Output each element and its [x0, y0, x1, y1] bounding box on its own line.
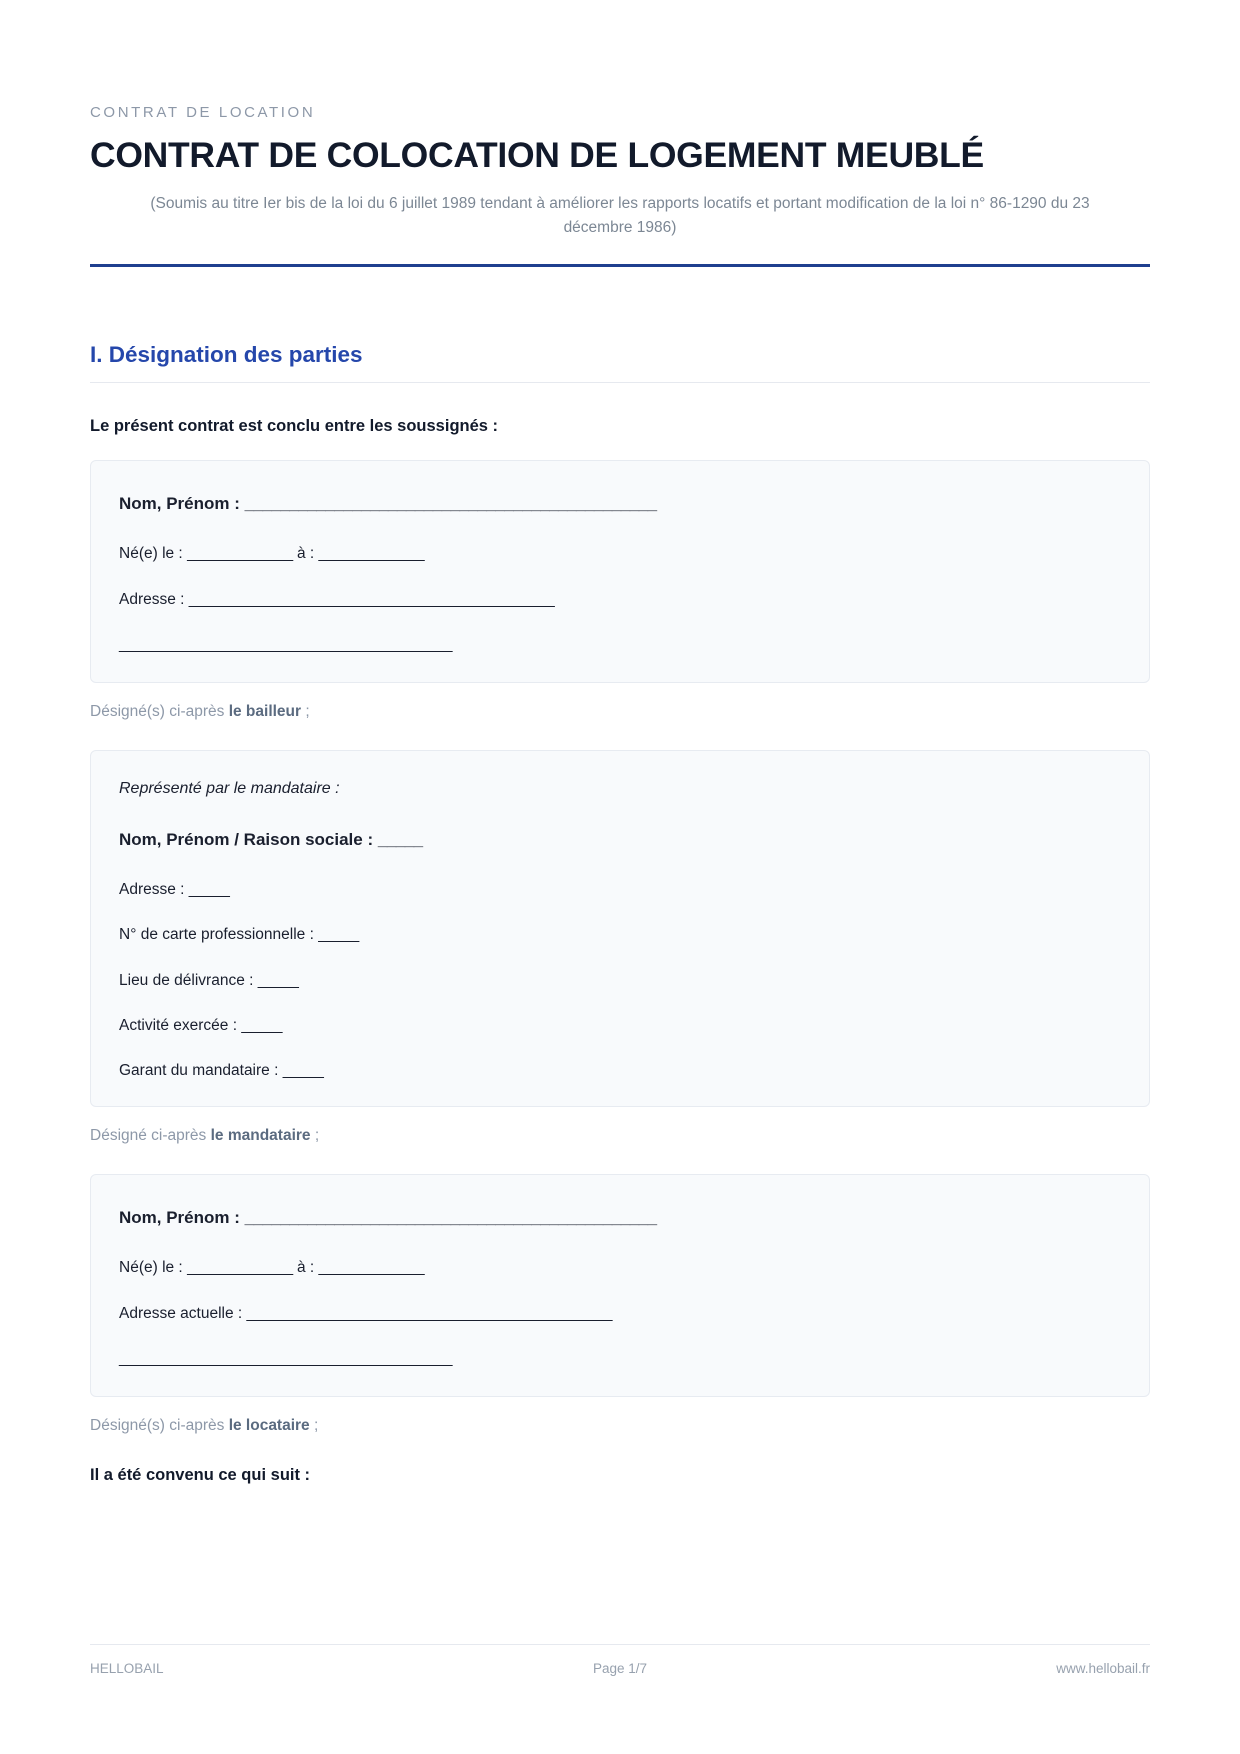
designation-bailleur-suffix: ; — [301, 703, 310, 721]
mandataire-activity-label: Activité exercée : — [119, 1016, 238, 1034]
designation-mandataire — [90, 1125, 1150, 1147]
bailleur-name-blank[interactable]: ______________________________________________ — [244, 493, 657, 513]
designation-bailleur-prefix: Désigné(s) ci-après — [90, 703, 229, 721]
locataire-address-blank-line2[interactable]: _________________________________________ — [119, 1349, 452, 1367]
mandataire-guarantor-field — [119, 1059, 1121, 1082]
bailleur-address-field — [119, 588, 1121, 611]
locataire-birth-field — [119, 1256, 1121, 1279]
mandataire-name-blank[interactable]: _____ — [377, 829, 423, 849]
mandataire-delivery-place-label: Lieu de délivrance : — [119, 971, 254, 989]
designation-mandataire-prefix: Désigné ci-après — [90, 1127, 211, 1145]
bailleur-birthplace-blank[interactable]: _____________ — [318, 545, 425, 563]
designation-mandataire-suffix: ; — [310, 1127, 320, 1145]
mandataire-card-number-blank[interactable]: _____ — [318, 926, 359, 944]
locataire-name-field — [119, 1205, 1121, 1231]
locataire-birthplace-blank[interactable]: _____________ — [318, 1259, 425, 1277]
designation-mandataire-term: le mandataire — [210, 1127, 311, 1145]
bailleur-birthdate-blank[interactable]: _____________ — [187, 545, 293, 563]
mandataire-party-box — [90, 750, 1150, 1108]
mandataire-card-number-label: N° de carte professionnelle : — [119, 926, 314, 944]
mandataire-activity-field — [119, 1014, 1121, 1037]
closing-statement: Il a été convenu ce qui suit : — [90, 1465, 311, 1484]
locataire-address-field — [119, 1302, 1121, 1325]
mandataire-address-field — [119, 878, 1121, 901]
designation-locataire — [90, 1415, 1150, 1437]
bailleur-address-blank[interactable]: _____________________________________________ — [188, 590, 555, 608]
mandataire-address-blank[interactable]: _____ — [188, 881, 230, 899]
section-divider — [90, 382, 1150, 383]
mandataire-delivery-place-field — [119, 969, 1121, 992]
document-header — [90, 0, 1150, 267]
mandataire-card-number-field — [119, 923, 1121, 946]
bailleur-address-blank-line2[interactable]: _________________________________________ — [119, 635, 452, 653]
document-subtitle: (Soumis au titre Ier bis de la loi du 6 juillet 1989 tendant à améliorer les rapports locatifs et portant modification de la loi n° 86-1290 du 23 décembre 1986) — [150, 194, 1090, 236]
mandataire-activity-blank[interactable]: _____ — [241, 1016, 282, 1034]
footer-website: www.hellobail.fr — [1056, 1661, 1151, 1676]
locataire-birthplace-label: à : — [296, 1259, 315, 1277]
header-divider — [90, 264, 1150, 267]
designation-bailleur — [90, 701, 1150, 723]
designation-locataire-term: le locataire — [228, 1417, 310, 1435]
bailleur-address-label: Adresse : — [119, 590, 185, 608]
bailleur-birthdate-label: Né(e) le : — [119, 545, 183, 563]
mandataire-address-label: Adresse : — [119, 881, 185, 899]
bailleur-party-box — [90, 460, 1150, 683]
bailleur-birth-field — [119, 542, 1121, 565]
page-title: CONTRAT DE COLOCATION DE LOGEMENT MEUBLÉ — [90, 135, 984, 175]
locataire-address-blank[interactable]: _____________________________________________ — [246, 1304, 612, 1322]
mandataire-guarantor-label: Garant du mandataire : — [119, 1062, 279, 1080]
locataire-address-label: Adresse actuelle : — [119, 1304, 243, 1322]
section-designation-des-parties — [90, 341, 1150, 1487]
locataire-party-box — [90, 1174, 1150, 1397]
designation-locataire-suffix: ; — [309, 1417, 319, 1435]
bailleur-birthplace-label: à : — [296, 545, 315, 563]
footer-brand: HELLOBAIL — [90, 1661, 164, 1676]
document-footer — [90, 1644, 1150, 1676]
footer-page-number: Page 1/7 — [592, 1661, 648, 1676]
mandataire-guarantor-blank[interactable]: _____ — [282, 1062, 324, 1080]
locataire-birthdate-blank[interactable]: _____________ — [187, 1259, 293, 1277]
mandataire-name-label: Nom, Prénom / Raison sociale : — [119, 829, 374, 849]
document-eyebrow: CONTRAT DE LOCATION — [90, 104, 316, 121]
section-lead-text: Le présent contrat est conclu entre les soussignés : — [90, 416, 499, 435]
bailleur-name-field — [119, 491, 1121, 517]
locataire-name-label: Nom, Prénom : — [119, 1207, 240, 1227]
mandataire-intro-text: Représenté par le mandataire : — [119, 779, 340, 797]
locataire-address-field-line2 — [119, 1347, 1121, 1370]
bailleur-address-field-line2 — [119, 633, 1121, 656]
designation-locataire-prefix: Désigné(s) ci-après — [90, 1417, 229, 1435]
mandataire-delivery-place-blank[interactable]: _____ — [257, 971, 299, 989]
bailleur-name-label: Nom, Prénom : — [119, 493, 240, 513]
locataire-name-blank[interactable]: ______________________________________________ — [244, 1207, 657, 1227]
designation-bailleur-term: le bailleur — [228, 703, 302, 721]
locataire-birthdate-label: Né(e) le : — [119, 1259, 183, 1277]
section-title: I. Désignation des parties — [90, 341, 363, 367]
mandataire-name-field — [119, 827, 1121, 853]
